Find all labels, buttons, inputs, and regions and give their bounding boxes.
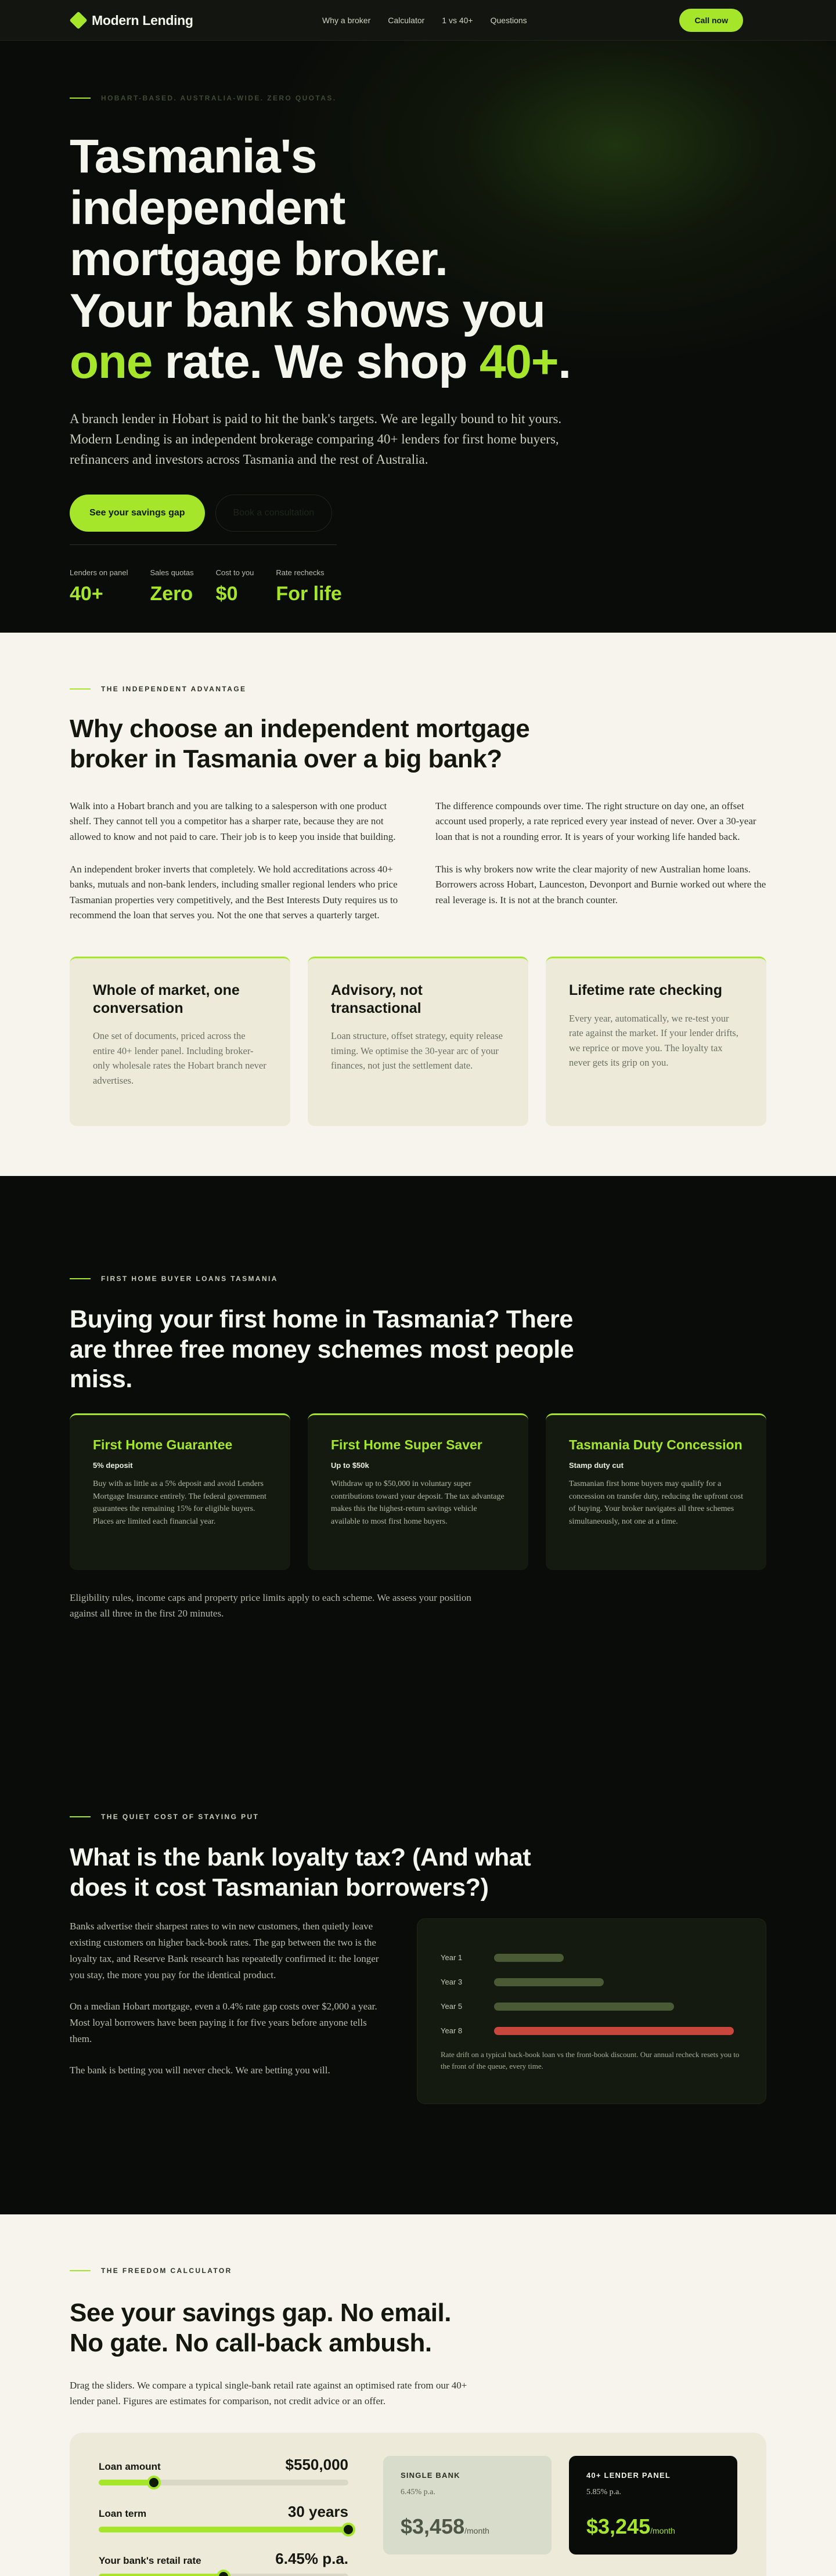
calculator-eyebrow-text: THE FREEDOM CALCULATOR [101,2266,232,2275]
book-consultation-button[interactable]: Book a consultation [215,495,333,532]
slider-label: Loan amount [99,2460,161,2472]
hero-title-line3: Your bank shows you [70,284,545,337]
card-title: First Home Guarantee [93,1437,233,1452]
hero-title-end: . [558,335,571,389]
result-tag: SINGLE BANK [401,2470,460,2480]
hero-title-mid: rate. We shop [152,335,480,389]
card-body: Withdraw up to $50,000 in voluntary super contributions toward your deposit. The tax advantage makes this the highest-return savings vehicle available to most first home buyers. [331,1480,505,1527]
stat-value: 40+ [70,582,103,605]
card-title: Lifetime rate checking [569,982,722,999]
nav-link-why-broker[interactable]: Why a broker [322,16,371,25]
calculator-panel [70,2433,766,2576]
paragraph: On a median Hobart mortgage, even a 0.4% rate gap costs over $2,000 a year. Most loyal borrowers have been paying it for five years before anyone tells them. [70,2000,377,2044]
slider-value: $550,000 [285,2455,348,2473]
loyalty-eyebrow [70,1813,766,1821]
nav-links [322,16,679,25]
stat-lenders [70,568,128,605]
advantage-eyebrow-text: THE INDEPENDENT ADVANTAGE [101,685,247,693]
fhb-title: Buying your first home in Tasmania? There are three free money schemes most people miss. [70,1305,574,1394]
rate-drift-bar [494,2027,734,2035]
result-rate: 5.85% p.a. [586,2487,621,2496]
advantage-cards [70,957,766,1126]
paragraph: An independent broker inverts that completely. We hold accreditations across 40+ banks, mutuals and non-bank lenders, including smaller regional lenders who price Tasmanian properties very competitively, and the Best Interests Duty requires us to recommend the loan that serves you. Not the one that serves a quarterly target. [70,863,398,921]
eyebrow-rule [70,1816,91,1817]
result-payment [401,2514,534,2539]
retail-rate-slider [99,2550,348,2576]
calculator-section [0,2214,836,2576]
hero-title-line2: mortgage broker. [70,233,448,286]
rate-drift-panel [417,1918,766,2104]
calculator-title-line2: No gate. No call-back ambush. [70,2329,432,2358]
stat-label: Cost to you [215,568,254,577]
card-advisory [308,957,528,1126]
top-nav [0,0,836,41]
advantage-columns [70,799,766,940]
stat-label: Rate rechecks [276,568,325,577]
result-rate: 6.45% p.a. [401,2487,435,2496]
rate-drift-year: Year 8 [441,2026,463,2036]
slider-header [99,2456,348,2474]
payment-amount: $3,458 [401,2514,465,2538]
rate-drift-row [441,2019,743,2043]
hero-title-line1: Tasmania's independent [70,130,345,234]
stat-quotas [150,568,193,605]
slider-header [99,2550,348,2568]
rate-drift-rows [441,1946,743,2043]
stat-rechecks [276,568,341,605]
slider-track[interactable] [99,2480,348,2485]
payment-amount: $3,245 [586,2514,651,2538]
card-title: Whole of market, one conversation [93,982,240,1016]
slider-track[interactable] [99,2527,348,2532]
loyalty-row [70,1918,766,2104]
rate-drift-row [441,1994,743,2019]
loyalty-eyebrow-text: THE QUIET COST OF STAYING PUT [101,1813,260,1821]
stat-label: Lenders on panel [70,568,128,577]
card-duty-concession [546,1413,766,1570]
advantage-left-column [70,799,401,940]
paragraph: Walk into a Hobart branch and you are talking to a salesperson with one product shelf. They cannot tell you a competitor has a sharper rate, because they are not allowed to know and not paid to care. Their job is to keep you inside that building. [70,800,396,842]
brand[interactable] [70,13,322,28]
calculator-title [70,2298,766,2359]
paragraph: This is why brokers now write the clear majority of new Australian home loans. Borrowers across Hobart, Launceston, Devonport and Burnie worked out where the real leverage is. It is not at the branch counter. [435,863,766,905]
slider-value: 6.45% p.a. [275,2549,348,2567]
eyebrow-rule [70,1278,91,1279]
hero-title-one: one [70,335,153,389]
card-body: Every year, automatically, we re-test your rate against the market. If your lender drifts, we reprice or move you. The loyalty tax never gets its grip on you. [569,1012,738,1069]
stat-value: Zero [150,582,193,605]
rate-drift-bar [494,2003,674,2011]
hero-title [70,131,592,388]
payment-unit: /month [650,2526,675,2535]
card-body: Buy with as little as a 5% deposit and avoid Lenders Mortgage Insurance entirely. The federal government guarantees the remaining 15% for eligible buyers. Places are limited each financial year. [93,1480,266,1527]
hero-section [0,41,836,633]
card-first-home-guarantee [70,1413,290,1570]
slider-track[interactable] [99,2574,348,2576]
paragraph: Banks advertise their sharpest rates to win new customers, then quietly leave existing customers on higher back-book rates. The gap between the two is the loyalty tax, and Reserve Bank research has repeatedly confirmed it: the longer you stay, the more you pay for the identical product. [70,1920,379,1980]
payment-unit: /month [464,2526,489,2535]
hero-subtitle: A branch lender in Hobart is paid to hit the bank's targets. We are legally bound to hit yours. Modern Lending is an independent brokerage comparing 40+ lenders for first home buyers, refinancers and investors across Tasmania and the rest of Australia. [70,411,562,467]
advantage-section [0,633,836,1176]
calculator-sliders [99,2456,348,2576]
hero-eyebrow-text: HOBART-BASED. AUSTRALIA-WIDE. ZERO QUOTAS. [101,94,337,102]
slider-value: 30 years [287,2502,348,2520]
eyebrow-rule [70,2270,91,2271]
rate-drift-row [441,1970,743,1994]
slider-fill [99,2480,154,2485]
slider-handle[interactable] [147,2476,161,2490]
advantage-eyebrow [70,685,766,693]
advantage-right-column [435,799,766,940]
single-bank-result [383,2456,552,2555]
card-subtitle: 5% deposit [93,1461,133,1470]
hero-ctas [70,495,766,532]
paragraph: The difference compounds over time. The right structure on day one, an offset account used properly, a rate repriced every year instead of never. Over a 30-year loan that is not a rounding error. It is years of your working life handed back. [435,800,756,842]
fhb-eyebrow [70,1275,766,1283]
slider-fill [99,2527,348,2532]
loan-term-slider [99,2503,348,2532]
loyalty-text [70,1918,382,2104]
eligibility-note: Eligibility rules, income caps and property price limits apply to each scheme. We assess your position against all three in the first 20 minutes. [70,1592,471,1619]
rate-drift-note: Rate drift on a typical back-book loan vs the front-book discount. Our annual recheck resets you to the front of the queue, every time. [441,2050,740,2070]
card-title: Tasmania Duty Concession [569,1437,743,1452]
card-subtitle: Stamp duty cut [569,1461,624,1470]
card-body: One set of documents, priced across the entire 40+ lender panel. Including broker-only wholesale rates the Hobart branch never advertises. [93,1030,266,1086]
slider-header [99,2503,348,2521]
rate-drift-row [441,1946,743,1970]
result-payment [586,2514,720,2539]
brand-name: Modern Lending [92,12,193,28]
diamond-logo-icon [69,11,87,29]
stat-value: For life [276,582,342,605]
nav-link-1-vs-40[interactable]: 1 vs 40+ [442,16,473,25]
card-title: First Home Super Saver [331,1437,482,1452]
nav-link-questions[interactable]: Questions [490,16,527,25]
see-savings-gap-button[interactable]: See your savings gap [70,495,205,532]
card-body: Loan structure, offset strategy, equity release timing. We optimise the 30-year arc of your finances, not just the settlement date. [331,1030,503,1071]
slider-handle[interactable] [217,2570,230,2576]
eyebrow-rule [70,98,91,99]
hero-title-forty: 40+ [479,335,558,389]
hero-divider [70,544,337,545]
slider-fill [99,2574,224,2576]
stat-value: $0 [215,582,238,605]
nav-link-calculator[interactable]: Calculator [388,16,425,25]
card-body: Tasmanian first home buyers may qualify for a concession on transfer duty, reducing the upfront cost of buying. Your broker navigates all three schemes simultaneously, not one at a time. [569,1480,744,1527]
stat-cost [216,568,254,605]
fhb-eyebrow-text: FIRST HOME BUYER LOANS TASMANIA [101,1275,278,1283]
advantage-title: Why choose an independent mortgage broker in Tasmania over a big bank? [70,715,530,773]
eyebrow-rule [70,688,91,690]
first-home-section [0,1176,836,1621]
rate-drift-year: Year 1 [441,1953,463,1962]
rate-drift-year: Year 5 [441,2002,463,2011]
rate-drift-bar [494,1954,564,1962]
hero-eyebrow [70,94,766,102]
card-subtitle: Up to $50k [331,1461,369,1470]
slider-label: Loan term [99,2508,147,2519]
call-now-button[interactable]: Call now [679,9,743,32]
card-lifetime-rate [546,957,766,1126]
loyalty-title: What is the bank loyalty tax? (And what does it cost Tasmanian borrowers?) [70,1843,531,1902]
stat-label: Sales quotas [150,568,194,577]
slider-label: Your bank's retail rate [99,2555,201,2566]
loyalty-tax-section [0,1621,836,2214]
rate-drift-bar [494,1978,604,1986]
card-whole-of-market [70,957,290,1126]
fhb-cards [70,1413,766,1570]
paragraph: The bank is betting you will never check. We are betting you will. [70,2064,330,2076]
hero-stats [70,568,766,605]
calculator-title-line1: See your savings gap. No email. [70,2298,451,2327]
rate-drift-year: Year 3 [441,1978,463,1987]
result-tag: 40+ LENDER PANEL [586,2470,671,2480]
slider-handle[interactable] [341,2523,355,2537]
calculator-intro: Drag the sliders. We compare a typical single-bank retail rate against an optimised rate from our 40+ lender panel. Figures are estimates for comparison, not credit advice or an offer. [70,2380,467,2407]
calculator-results [383,2456,737,2576]
calculator-eyebrow [70,2267,766,2275]
card-title: Advisory, not transactional [331,982,423,1016]
lender-panel-result [569,2456,737,2555]
loan-amount-slider [99,2456,348,2485]
card-super-saver [308,1413,528,1570]
